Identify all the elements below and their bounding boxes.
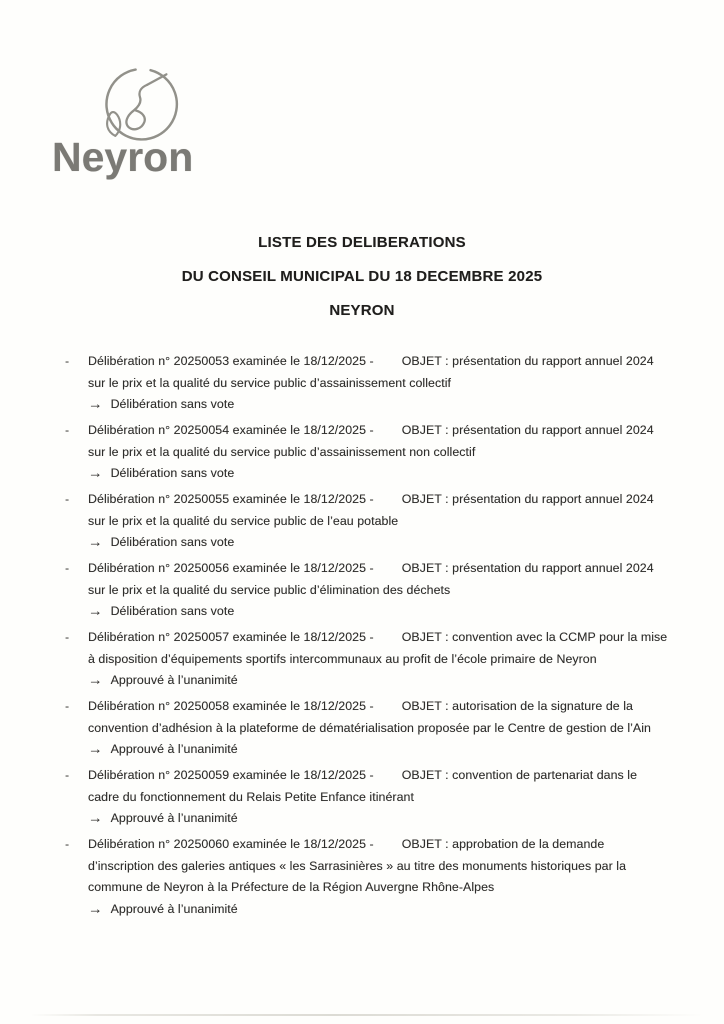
arrow-right-icon: → (88, 741, 103, 758)
bullet-dash: - (65, 423, 70, 437)
document-title (0, 234, 724, 336)
deliberation-content (88, 489, 671, 554)
bullet-dash: - (65, 837, 70, 851)
neyron-logo (52, 62, 252, 181)
title-line-3: NEYRON (329, 302, 395, 319)
deliberation-item (65, 351, 671, 416)
bullet-dash: - (65, 492, 70, 506)
arrow-right-icon: → (88, 901, 103, 917)
decision-text: Approuvé à l’unanimité (110, 811, 238, 825)
deliberation-item (65, 489, 671, 554)
title-line-1: LISTE DES DELIBERATIONS (258, 234, 466, 251)
deliberation-objet: OBJET : présentation du rapport annuel 2024 sur le prix et la qualité du service public d’assainissement non collectif (88, 423, 654, 459)
deliberation-intro: Délibération n° 20250059 examinée le 18/12/2025 - (88, 768, 374, 782)
arrow-right-icon: → (88, 603, 103, 620)
bullet-dash: - (65, 561, 70, 575)
deliberation-objet: OBJET : convention avec la CCMP pour la mise à disposition d’équipements sportifs intercommunaux au profit de l’école primaire de Neyron (88, 630, 668, 666)
deliberation-objet: OBJET : présentation du rapport annuel 2024 sur le prix et la qualité du service public d’assainissement collectif (88, 354, 654, 390)
logo-wordmark: Neyron (52, 134, 194, 180)
deliberation-intro: Délibération n° 20250053 examinée le 18/12/2025 - (88, 354, 374, 368)
decision-line (88, 601, 671, 623)
deliberation-objet: OBJET : présentation du rapport annuel 2024 sur le prix et la qualité du service public d’élimination des déchets (88, 561, 654, 597)
deliberation-objet: OBJET : approbation de la demande d’inscription des galeries antiques « les Sarrasinières » au titre des monuments historiques par la commune de Neyron à la Préfecture de la Région Auvergne Rhône-Alpes (88, 837, 627, 894)
deliberation-content (88, 765, 671, 830)
decision-line (88, 532, 671, 554)
deliberation-objet: OBJET : convention de partenariat dans le cadre du fonctionnement du Relais Petite Enfance itinérant (88, 768, 638, 804)
deliberation-item (65, 420, 671, 485)
deliberation-content (88, 627, 671, 692)
arrow-right-icon: → (88, 672, 103, 689)
bullet-dash: - (65, 630, 70, 644)
deliberation-text (88, 627, 671, 670)
deliberation-text (88, 351, 671, 394)
deliberation-list (65, 351, 671, 925)
deliberation-text (88, 489, 671, 532)
decision-line (88, 739, 671, 761)
deliberation-content (88, 834, 671, 920)
decision-line (88, 670, 671, 692)
scan-shadow (30, 1014, 704, 1016)
decision-line (88, 463, 671, 485)
deliberation-content (88, 696, 671, 761)
decision-text: Délibération sans vote (110, 604, 235, 618)
bullet-dash: - (65, 768, 70, 782)
deliberation-objet: OBJET : autorisation de la signature de la convention d’adhésion à la plateforme de dématérialisation proposée par le Centre de gestion de l’Ain (88, 699, 651, 735)
deliberation-item (65, 834, 671, 920)
deliberation-content (88, 558, 671, 623)
deliberation-text (88, 558, 671, 601)
deliberation-intro: Délibération n° 20250056 examinée le 18/12/2025 - (88, 561, 374, 575)
bullet-dash: - (65, 354, 70, 368)
deliberation-item (65, 696, 671, 761)
decision-line (88, 394, 671, 416)
decision-text: Approuvé à l’unanimité (110, 901, 238, 916)
deliberation-intro: Délibération n° 20250054 examinée le 18/12/2025 - (88, 423, 374, 437)
arrow-right-icon: → (88, 465, 103, 482)
title-line-2: DU CONSEIL MUNICIPAL DU 18 DECEMBRE 2025 (181, 268, 543, 285)
decision-text: Délibération sans vote (110, 466, 235, 480)
deliberation-item (65, 765, 671, 830)
deliberation-intro: Délibération n° 20250058 examinée le 18/12/2025 - (88, 699, 374, 713)
deliberation-intro: Délibération n° 20250060 examinée le 18/12/2025 - (88, 837, 374, 851)
arrow-right-icon: → (88, 810, 103, 827)
decision-text: Délibération sans vote (110, 397, 235, 411)
decision-text: Délibération sans vote (110, 535, 235, 549)
arrow-right-icon: → (88, 396, 103, 413)
deliberation-text (88, 696, 671, 739)
bullet-dash: - (65, 699, 70, 713)
deliberation-text (88, 765, 671, 808)
deliberation-objet: OBJET : présentation du rapport annuel 2024 sur le prix et la qualité du service public de l’eau potable (88, 492, 654, 528)
deliberation-text (88, 834, 671, 899)
deliberation-item (65, 627, 671, 692)
deliberation-text (88, 420, 671, 463)
deliberation-content (88, 351, 671, 416)
arrow-right-icon: → (88, 534, 103, 551)
deliberation-intro: Délibération n° 20250055 examinée le 18/12/2025 - (88, 492, 374, 506)
deliberation-item (65, 558, 671, 623)
decision-text: Approuvé à l’unanimité (110, 673, 238, 687)
deliberation-content (88, 420, 671, 485)
decision-text: Approuvé à l’unanimité (110, 742, 238, 756)
decision-line (88, 808, 671, 830)
decision-line (88, 899, 671, 921)
deliberation-intro: Délibération n° 20250057 examinée le 18/12/2025 - (88, 630, 374, 644)
